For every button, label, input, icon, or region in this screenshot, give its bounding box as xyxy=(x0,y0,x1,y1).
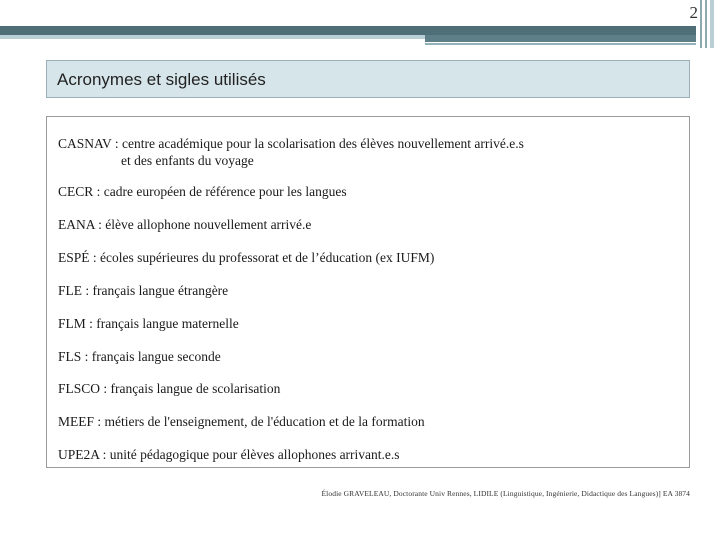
acronym-item-espe xyxy=(58,249,434,266)
acronym-item-fle xyxy=(58,282,228,299)
acronym-text: CECR : cadre européen de référence pour les langues xyxy=(58,184,347,199)
acronym-item-cecr xyxy=(58,183,347,200)
acronym-list-box xyxy=(46,116,690,468)
acronym-item-flsco xyxy=(58,380,280,397)
decorative-vertical-line xyxy=(700,0,702,48)
acronym-text-continued: et des enfants du voyage xyxy=(121,153,254,168)
title-bar xyxy=(46,60,690,98)
acronym-item-fls xyxy=(58,348,221,365)
decorative-vertical-line xyxy=(705,0,707,48)
acronym-text: FLE : français langue étrangère xyxy=(58,283,229,298)
acronym-item-casnav xyxy=(58,135,524,169)
top-right-accent-thin xyxy=(425,43,696,45)
slide-title: Acronymes et sigles utilisés xyxy=(57,70,266,89)
acronym-item-meef xyxy=(58,413,425,430)
acronym-item-upe2a xyxy=(58,446,400,463)
acronym-text: FLSCO : français langue de scolarisation xyxy=(58,381,281,396)
acronym-text: FLM : français langue maternelle xyxy=(58,316,239,331)
acronym-text: CASNAV : centre académique pour la scolarisation des élèves nouvellement arrivé.e.s xyxy=(58,136,524,151)
page-number: 2 xyxy=(689,3,698,22)
acronym-item-eana xyxy=(58,216,311,233)
top-decorative-band xyxy=(0,26,696,35)
top-right-accent-bar xyxy=(425,35,696,42)
acronym-text: MEEF : métiers de l'enseignement, de l'éducation et de la formation xyxy=(58,414,425,429)
acronym-text: EANA : élève allophone nouvellement arrivé.e xyxy=(58,217,312,232)
decorative-vertical-line xyxy=(710,0,714,48)
acronym-text: UPE2A : unité pédagogique pour élèves allophones arrivant.e.s xyxy=(58,447,400,462)
acronym-text: ESPÉ : écoles supérieures du professorat et de l’éducation (ex IUFM) xyxy=(58,250,435,265)
acronym-text: FLS : français langue seconde xyxy=(58,349,221,364)
acronym-item-flm xyxy=(58,315,239,332)
footer-credit: Élodie GRAVELEAU, Doctorante Univ Rennes, LIDILE (Linguistique, Ingénierie, Didactique des Langues)] EA 3874 xyxy=(321,489,690,498)
